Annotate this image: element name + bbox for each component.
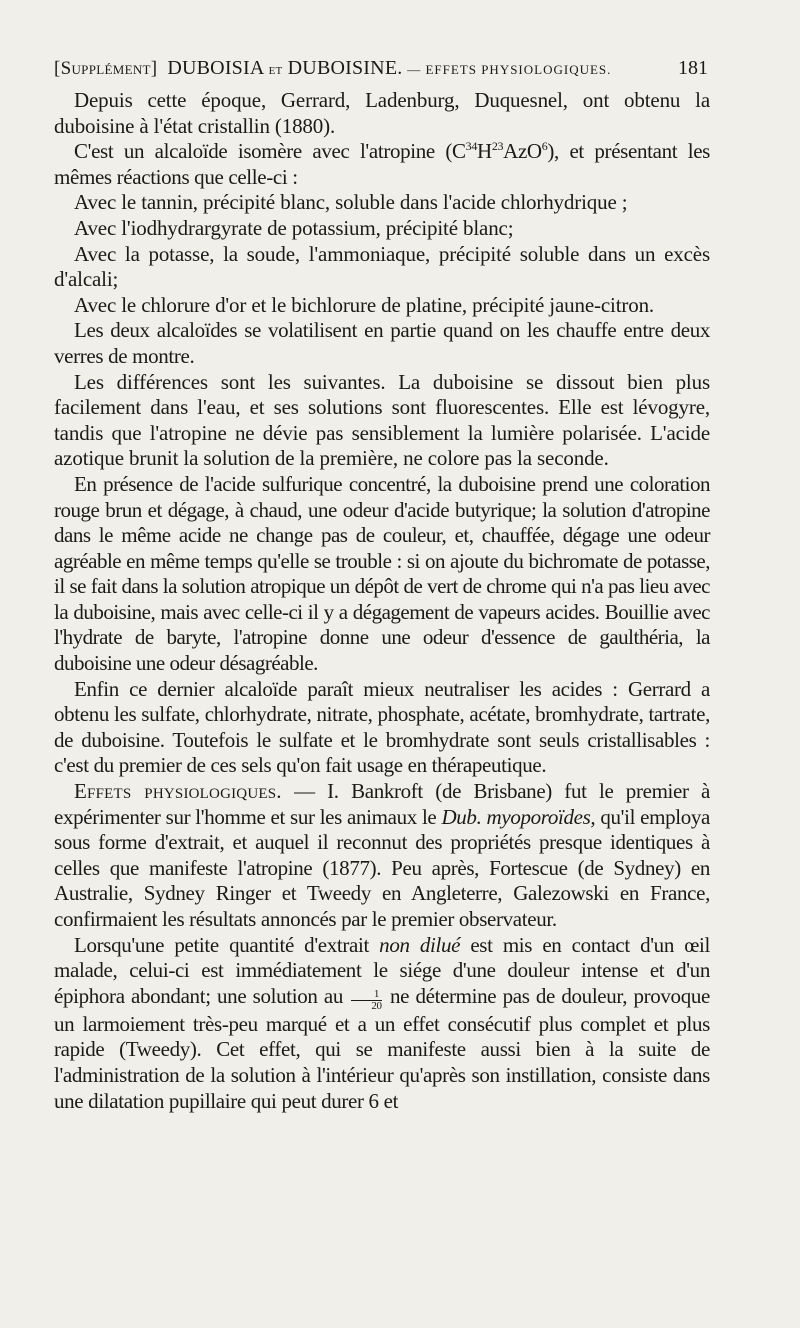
page-number: 181 xyxy=(678,57,708,79)
superscript: 34 xyxy=(465,139,477,154)
paragraph-11: Effets physiologiques. — I. Bankroft (de Brisbane) fut le premier à expérimenter sur l'homme et sur les animaux le Dub. myoporoïdes, qu'il employa sous forme d'extrait, et auquel il reconnut des propriétés presque identiques à celles que manifeste l'atropine (1877). Peu après, Fortescue (de Sydney) en Australie, Sydney Ringer et Tweedy en Angleterre, Galezowski en France, confirmaient les résultats annoncés par le premier observateur. xyxy=(54,779,710,931)
running-subtitle: — EFFETS PHYSIOLOGIQUES. xyxy=(407,62,612,77)
body-text xyxy=(54,88,710,1114)
superscript: 6 xyxy=(541,139,548,154)
running-head xyxy=(54,56,708,82)
section-heading: Effets physiologiques. xyxy=(74,779,282,804)
emphasis: non dilué xyxy=(379,932,461,957)
paragraph-1: Depuis cette époque, Gerrard, Ladenburg, Duquesnel, ont obtenu la duboisine à l'état cristallin (1880). xyxy=(54,88,710,138)
paragraph-2: C'est un alcaloïde isomère avec l'atropine $(C^{34}H^{23}AzO^6)$, et présentant les mêmes réactions que celle-ci : xyxy=(54,139,710,189)
paragraph-9: En présence de l'acide sulfurique concentré, la duboisine prend une coloration rouge brun et dégage, à chaud, une odeur d'acide butyrique; la solution d'atropine dans le même acide ne change pas de couleur, et, chauffée, dégage une odeur agréable en même temps qu'elle se trouble : si on ajoute du bichromate de potasse, il se fait dans la solution atropique un dépôt de vert de chrome qui n'a pas lieu avec la duboisine, mais avec celle-ci il y a dégagement de vapeurs acides. Bouillie avec l'hydrate de baryte, l'atropine donne une odeur d'essence de gaulthéria, la duboisine une odeur désagréable. xyxy=(54,471,710,676)
species-name: Dub. myoporoïdes, xyxy=(441,804,596,829)
fraction: $\frac{1}{20}$ xyxy=(351,989,381,1012)
paragraph-12: Lorsqu'une petite quantité d'extrait non dilué est mis en contact d'un œil malade, celui-ci est immédiatement le siége d'une douleur intense et d'un épiphora abondant; une solution au $\frac{1}{20}$ ne détermine pas de douleur, provoque un larmoiement très-peu marqué et a un effet consécutif plus complet et plus rapide (Tweedy). Cet effet, qui se manifeste aussi bien à la suite de l'administration de la solution à l'intérieur qu'après son instillation, consiste dans une dilatation pupillaire qui peut durer 6 et xyxy=(54,932,710,1113)
paragraph-10: Enfin ce dernier alcaloïde paraît mieux neutraliser les acides : Gerrard a obtenu les sulfate, chlorhydrate, nitrate, phosphate, acétate, bromhydrate, tartrate, de duboisine. Toutefois le sulfate et le bromhydrate sont seuls cristallisables : c'est du premier de ces sels qu'on fait usage en thérapeutique. xyxy=(54,676,710,778)
title-et: et xyxy=(268,62,283,78)
paragraph-6: Avec le chlorure d'or et le bichlorure de platine, précipité jaune-citron. xyxy=(74,292,655,317)
title-part2: DUBOISINE. xyxy=(287,57,403,79)
title-part1: DUBOISIA xyxy=(167,57,264,79)
paragraph-5: Avec la potasse, la soude, l'ammoniaque, précipité soluble dans un excès d'alcali; xyxy=(54,241,710,292)
section-label: [Supplément] xyxy=(54,58,158,79)
superscript: 23 xyxy=(491,139,504,154)
paragraph-7: Les deux alcaloïdes se volatilisent en partie quand on les chauffe entre deux verres de montre. xyxy=(54,318,710,368)
paragraph-3: Avec le tannin, précipité blanc, soluble dans l'acide chlorhydrique ; xyxy=(74,190,628,215)
running-title xyxy=(162,57,402,79)
paragraph-4: Avec l'iodhydrargyrate de potassium, précipité blanc; xyxy=(74,215,514,240)
paragraph-8: Les différences sont les suivantes. La duboisine se dissout bien plus facilement dans l'eau, et ses solutions sont fluorescentes. Elle est lévogyre, tandis que l'atropine ne dévie pas sensiblement la lumière polarisée. L'acide azotique brunit la solution de la première, ne colore pas la seconde. xyxy=(54,369,710,471)
